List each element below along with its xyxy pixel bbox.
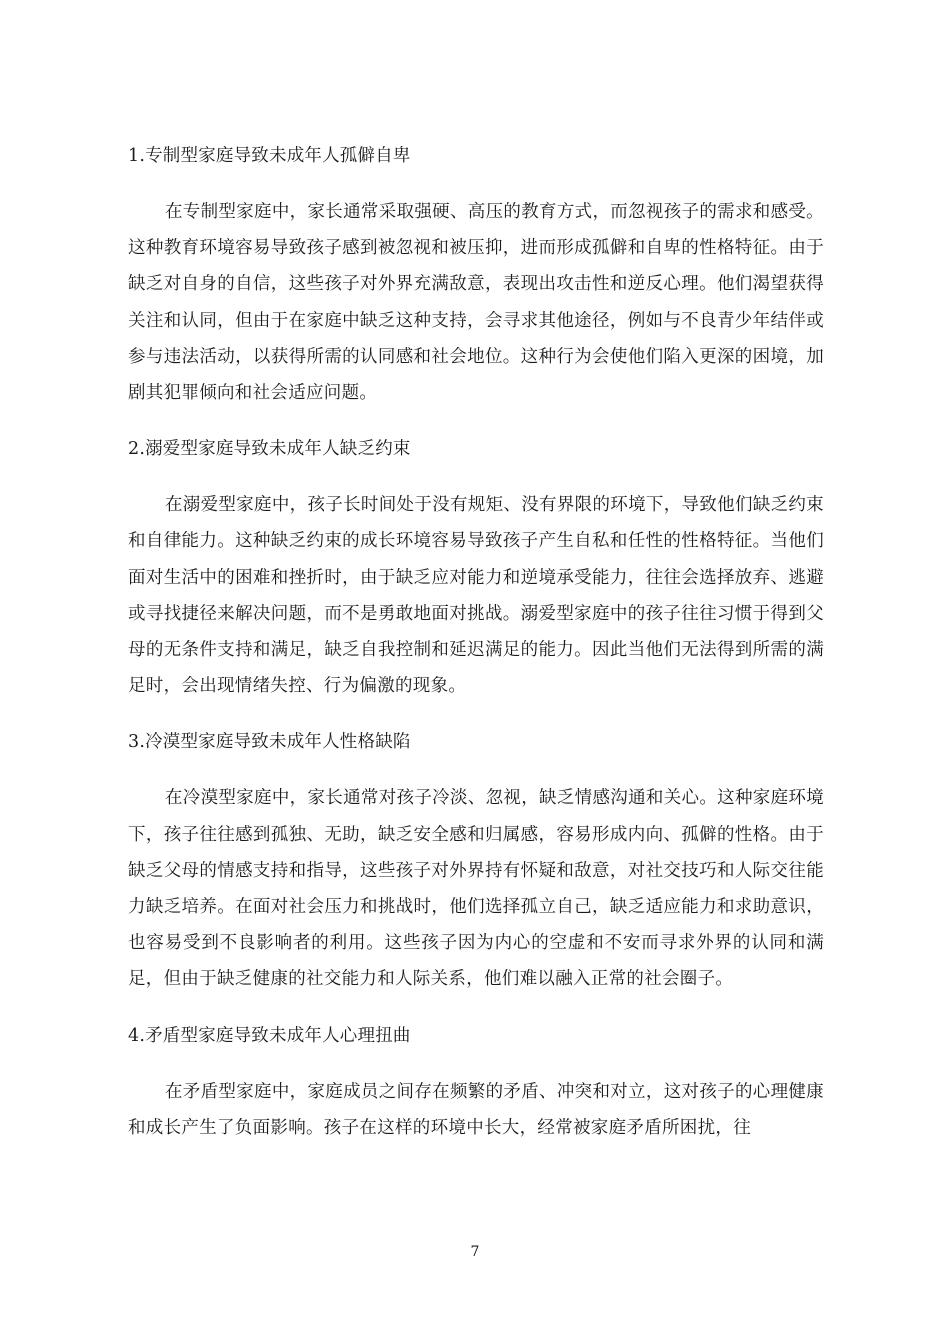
section-heading: 3.冷漠型家庭导致未成年人性格缺陷 [128,732,411,753]
section-4 [128,1018,824,1146]
section-3 [128,724,824,997]
section-paragraph: 在专制型家庭中，家长通常采取强硬、高压的教育方式，而忽视孩子的需求和感受。这种教育环境容易导致孩子感到被忽视和被压抑，进而形成孤僻和自卑的性格特征。由于缺乏对自身的自信，这些孩子对外界充满敌意，表现出攻击性和逆反心理。他们渴望获得关注和认同，但由于在家庭中缺乏这种支持，会寻求其他途径，例如与不良青少年结伴或参与违法活动，以获得所需的认同感和社会地位。这种行为会使他们陷入更深的困境，加剧其犯罪倾向和社会适应问题。 [128,202,824,404]
section-paragraph: 在冷漠型家庭中，家长通常对孩子冷淡、忽视，缺乏情感沟通和关心。这种家庭环境下，孩子往往感到孤独、无助，缺乏安全感和归属感，容易形成内向、孤僻的性格。由于缺乏父母的情感支持和指导，这些孩子对外界持有怀疑和敌意，对社交技巧和人际交往能力缺乏培养。在面对社会压力和挑战时，他们选择孤立自己，缺乏适应能力和求助意识，也容易受到不良影响者的利用。这些孩子因为内心的空虚和不安而寻求外界的认同和满足，但由于缺乏健康的社交能力和人际关系，他们难以融入正常的社会圈子。 [128,788,824,990]
section-paragraph: 在矛盾型家庭中，家庭成员之间存在频繁的矛盾、冲突和对立，这对孩子的心理健康和成长产生了负面影响。孩子在这样的环境中长大，经常被家庭矛盾所困扰，往 [128,1081,824,1138]
section-heading: 2.溺爱型家庭导致未成年人缺乏约束 [128,439,411,460]
section-paragraph: 在溺爱型家庭中，孩子长时间处于没有规矩、没有界限的环境下，导致他们缺乏约束和自律能力。这种缺乏约束的成长环境容易导致孩子产生自私和任性的性格特征。当他们面对生活中的困难和挫折时，由于缺乏应对能力和逆境承受能力，往往会选择放弃、逃避或寻找捷径来解决问题，而不是勇敢地面对挑战。溺爱型家庭中的孩子往往习惯于得到父母的无条件支持和满足，缺乏自我控制和延迟满足的能力。因此当他们无法得到所需的满足时，会出现情绪失控、行为偏激的现象。 [128,495,824,697]
section-1 [128,138,824,411]
section-2 [128,431,824,704]
section-heading: 1.专制型家庭导致未成年人孤僻自卑 [128,146,411,166]
section-heading: 4.矛盾型家庭导致未成年人心理扭曲 [128,1025,411,1046]
document-page [128,138,824,1166]
page-number: 7 [470,1244,480,1260]
